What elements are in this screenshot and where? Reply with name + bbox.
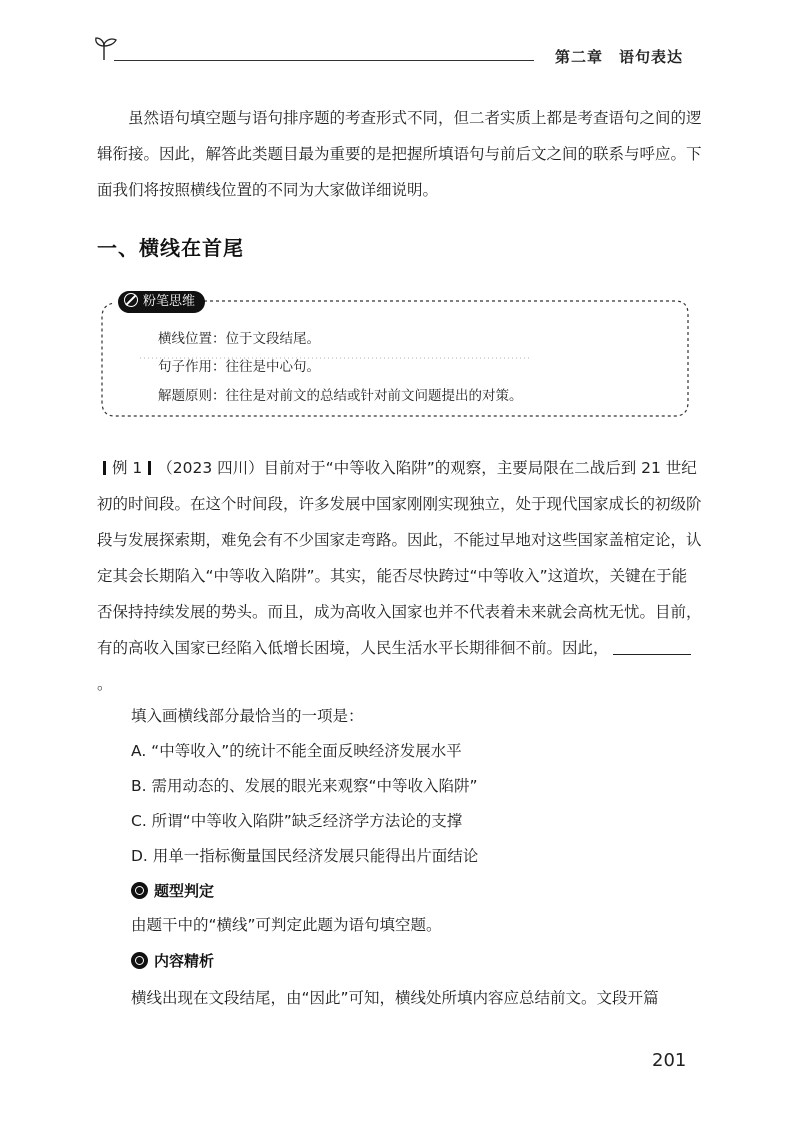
type-judgement-text: 由题干中的“横线”可判定此题为语句填空题。 [131, 916, 442, 934]
page-number: 201 [652, 1050, 687, 1071]
answer-blank [613, 640, 691, 655]
chapter-number: 第二章 [555, 48, 604, 66]
example-text: 目前对于“中等收入陷阱”的观察，主要局限在二战后到 21 世纪初的时间段。在这个时间段，许多发展中国家刚刚实现独立，处于现代国家成长的初级阶段与发展探索期，难免会有不少国家走弯路。因此，不能过早地对这些国家盖棺定论，认定其会长期陷入“中等收入陷阱”。其实，能否尽快跨过“中等收入”这道坎，关键在于能否保持持续发展的势头。而且，成为高收入国家也并不代表着未来就会高枕无忧。目前，有的高收入国家已经陷入低增长困境，人民生活水平长期徘徊不前。因此， [97, 459, 702, 657]
chapter-title [555, 46, 683, 67]
type-judgement-heading [131, 880, 214, 901]
chalk-title-badge [118, 291, 205, 313]
chalk-title-label: 粉笔思维 [143, 294, 196, 309]
option-c: C. 所谓“中等收入陷阱”缺乏经济学方法论的支撑 [131, 812, 463, 830]
example-bar-left [103, 461, 106, 475]
example-number: 例 1 [112, 459, 143, 477]
example-source: （2023 四川） [157, 459, 264, 477]
prohibit-icon [124, 293, 138, 307]
content-analysis-heading [131, 950, 214, 971]
section-heading: 一、横线在首尾 [97, 236, 244, 260]
header-rule [114, 60, 534, 61]
example-tag [97, 459, 157, 477]
chalk-row-principle: 解题原则：往往是对前文的总结或针对前文问题提出的对策。 [158, 388, 523, 404]
intro-paragraph: 虽然语句填空题与语句排序题的考查形式不同，但二者实质上都是考查语句之间的逻辑衔接。因此，解答此类题目最为重要的是把握所填语句与前后文之间的联系与呼应。下面我们将按照横线位置的不同为大家做详细说明。 [97, 109, 702, 199]
chalk-thinking-box [100, 294, 690, 419]
magnifier-icon [131, 952, 148, 969]
chalk-row-position: 横线位置：位于文段结尾。 [158, 331, 320, 347]
content-analysis-text: 横线出现在文段结尾，由“因此”可知，横线处所填内容应总结前文。文段开篇 [131, 989, 659, 1007]
example-bar-right [148, 461, 151, 475]
content-analysis-title: 内容精析 [154, 952, 215, 970]
example-end: 。 [97, 675, 113, 693]
type-judgement-title: 题型判定 [154, 882, 215, 900]
option-b: B. 需用动态的、发展的眼光来观察“中等收入陷阱” [131, 777, 478, 795]
chapter-section: 语句表达 [619, 48, 684, 66]
option-a: A. “中等收入”的统计不能全面反映经济发展水平 [131, 742, 462, 760]
example-paragraph [97, 450, 702, 702]
chalk-row-role: 句子作用：往往是中心句。 [158, 359, 320, 375]
question-stem: 填入画横线部分最恰当的一项是： [131, 707, 364, 725]
page-header [92, 34, 692, 74]
option-d: D. 用单一指标衡量国民经济发展只能得出片面结论 [131, 847, 479, 865]
gear-icon [131, 882, 148, 899]
